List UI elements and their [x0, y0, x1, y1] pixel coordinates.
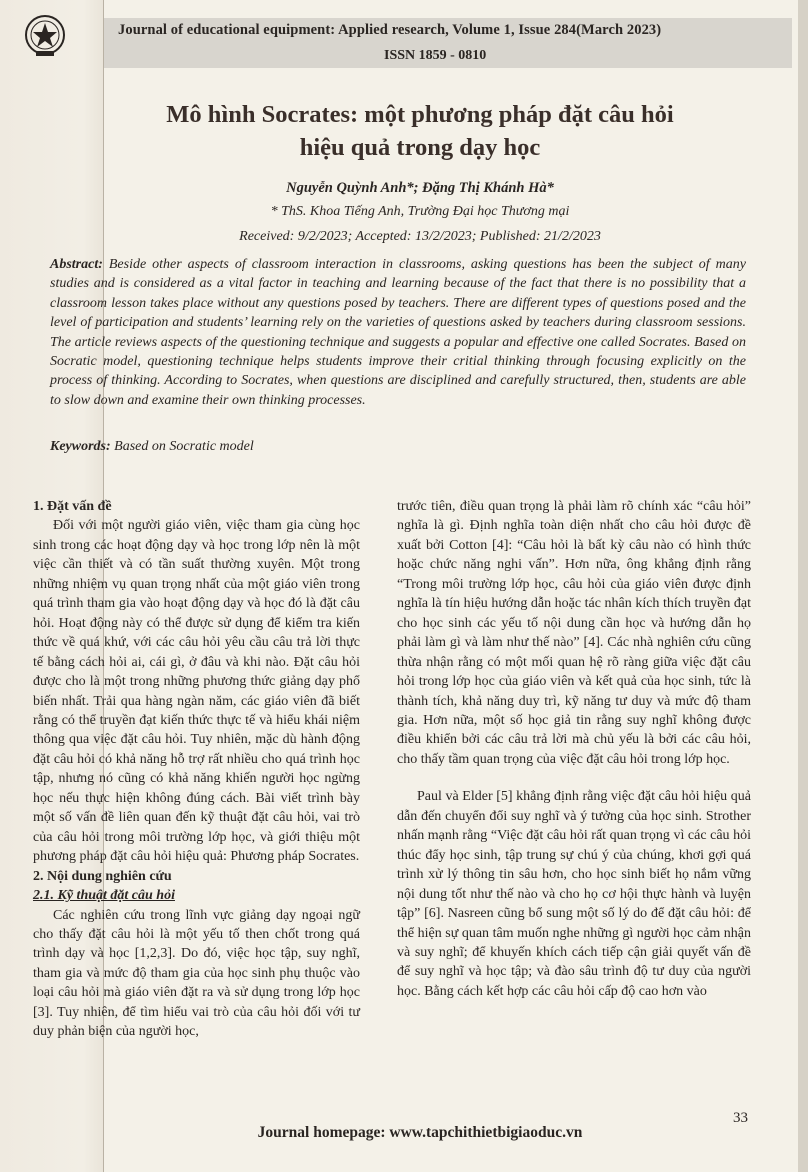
keywords: [50, 439, 746, 455]
paragraph: Paul và Elder [5] khẳng định rằng việc đặt câu hỏi hiệu quả dẫn đến chuyển đổi suy nghĩ và ý tưởng của học sinh. Strother nhấn mạnh rằng “Việc đặt câu hỏi rất quan trọng vì các câu hỏi thúc đẩy học sinh, tập trung sự chú ý của chúng, khơi gợi quá trình xử lý thông tin sâu hơn, cho học sinh biết họ nắm vững nội dung tốt như thế nào và cho họ cơ hội thực hành và luyện tập” [6]. Nasreen cũng bổ sung một số lý do để đặt câu hỏi: để thể hiện sự quan tâm muốn nghe những gì người học cảm nhận và suy nghĩ; để khuyến khích cách tiếp cận giải quyết vấn đề để suy nghĩ và học tập; và đào sâu trình độ tư duy của người học. Bằng cách kết hợp các câu hỏi cấp độ cao hơn vào: [397, 789, 751, 999]
article-title: [60, 98, 780, 164]
paragraph: Các nghiên cứu trong lĩnh vực giảng dạy ngoại ngữ cho thấy đặt câu hỏi là một yếu tố then chốt trong quá trình dạy và học [1,2,3]. Do đó, việc học tập, suy nghĩ, tham gia và mức độ tham gia của học sinh phụ thuộc vào loại câu hỏi mà giáo viên đặt ra và sử dụng trong lớp học [3]. Tuy nhiên, để tìm hiểu vai trò của câu hỏi đối với tư duy phản biện của người học,: [33, 907, 360, 1040]
journal-homepage: Journal homepage: www.tapchithietbigiaoduc.vn: [257, 1124, 583, 1141]
paragraph: Đối với một người giáo viên, việc tham gia cùng học sinh trong các hoạt động dạy và học trong lớp nên là một việc cần thiết và có tần suất thường xuyên. Một trong những nhiệm vụ quan trọng nhất của một giáo viên trong quá trình tham gia vào hoạt động dạy và học đó là đặt câu hỏi. Hoạt động này có thể được sử dụng để kiểm tra kiến thức về quá khứ, với các câu hỏi yêu cầu câu trả lời thực tế bằng cách hỏi ai, cái gì, ở đâu và khi nào. Đặt câu hỏi được cho là một trong những phương thức giảng dạy phổ biến nhất. Trải qua hàng ngàn năm, các giáo viên đã biết rằng có thể truyền đạt kiến thức thực tế và hiểu khái niệm thông qua việc đặt câu hỏi. Tuy nhiên, mặc dù hành động đặt câu hỏi có khả năng hỗ trợ rất nhiều cho quá trình học tập, nhưng nó cũng có khả năng khiến người học ngừng học nếu thực hiện không đúng cách. Bài viết trình bày một số vấn đề liên quan đến kỹ thuật đặt câu hỏi, vai trò của câu hỏi trong môi trường lớp học, và giới thiệu một phương pháp đặt câu hỏi hiệu quả: Phương pháp Socrates.: [33, 518, 360, 865]
title-line-2: hiệu quả trong dạy học: [299, 134, 541, 161]
body-column-right: [397, 497, 751, 1001]
title-line-1: Mô hình Socrates: một phương pháp đặt câu hỏi: [166, 101, 674, 128]
abstract-text: Beside other aspects of classroom interaction in classrooms, asking questions has been the subject of many studies and is considered as a vital factor in teaching and learning because of the fact that there is no possibility that a classroom lesson takes place without any questions posed by teachers. There are different types of questions posed and the level of participation and students’ learning rely on the varieties of questions asked by teachers during classroom sessions. The article reviews aspects of the questioning technique and suggests a popular and effective one called Socrates. Based on Socratic model, questioning technique helps students improve their critial thinking through focusing explicitly on the process of thinking. According to Socrates, when questions are disciplined and carefully structured, then, students are able to slow down and examine their own thinking processes.: [50, 257, 746, 408]
body-column-left: [33, 497, 360, 1042]
subsection-heading-2-1: 2.1. Kỹ thuật đặt câu hỏi: [33, 888, 175, 904]
keywords-text: Based on Socratic model: [114, 439, 254, 454]
section-heading-2: 2. Nội dung nghiên cứu: [33, 868, 172, 884]
journal-citation: Journal of educational equipment: Applied research, Volume 1, Issue 284(March 2023): [118, 22, 662, 38]
section-heading-1: 1. Đặt vấn đề: [33, 499, 112, 514]
page-number: 33: [733, 1110, 748, 1126]
publication-dates: Received: 9/2/2023; Accepted: 13/2/2023; Published: 21/2/2023: [239, 229, 601, 244]
page-edge: [798, 0, 808, 1172]
journal-logo-icon: [24, 14, 66, 58]
abstract-label: Abstract:: [50, 257, 103, 272]
affiliation: * ThS. Khoa Tiếng Anh, Trường Đại học Thương mại: [270, 204, 570, 219]
authors: Nguyễn Quỳnh Anh*; Đặng Thị Khánh Hà*: [286, 180, 554, 196]
keywords-label: Keywords:: [50, 439, 111, 454]
abstract: [50, 255, 746, 410]
issn: ISSN 1859 - 0810: [384, 48, 487, 63]
paragraph: trước tiên, điều quan trọng là phải làm rõ chính xác “câu hỏi” nghĩa là gì. Định nghĩa toàn diện nhất cho câu hỏi được đề xuất bởi Cotton [4]: “Câu hỏi là bất kỳ câu nào có hình thức hoặc chức năng nghi vấn”. Hơn nữa, ông khẳng định rằng “Trong môi trường lớp học, câu hỏi của giáo viên được định nghĩa là tín hiệu hướng dẫn hoặc tác nhân kích thích truyền đạt cho học sinh các yếu tố nội dung cần học và hướng dẫn họ phải làm gì và làm như thế nào” [4]. Các nhà nghiên cứu cũng thừa nhận rằng có một mối quan hệ rõ ràng giữa việc đặt câu hỏi trong lớp học của giáo viên và kết quả của học sinh, tức là thành tích, khả năng duy trì, kỹ năng tư duy và mức độ tham gia. Hơn nữa, một số học giả tin rằng suy nghĩ không được điều khiển bởi các câu trả lời mà chủ yếu là bởi các câu hỏi, cho thấy tầm quan trọng của việc đặt câu hỏi trong lớp học.: [397, 499, 751, 767]
